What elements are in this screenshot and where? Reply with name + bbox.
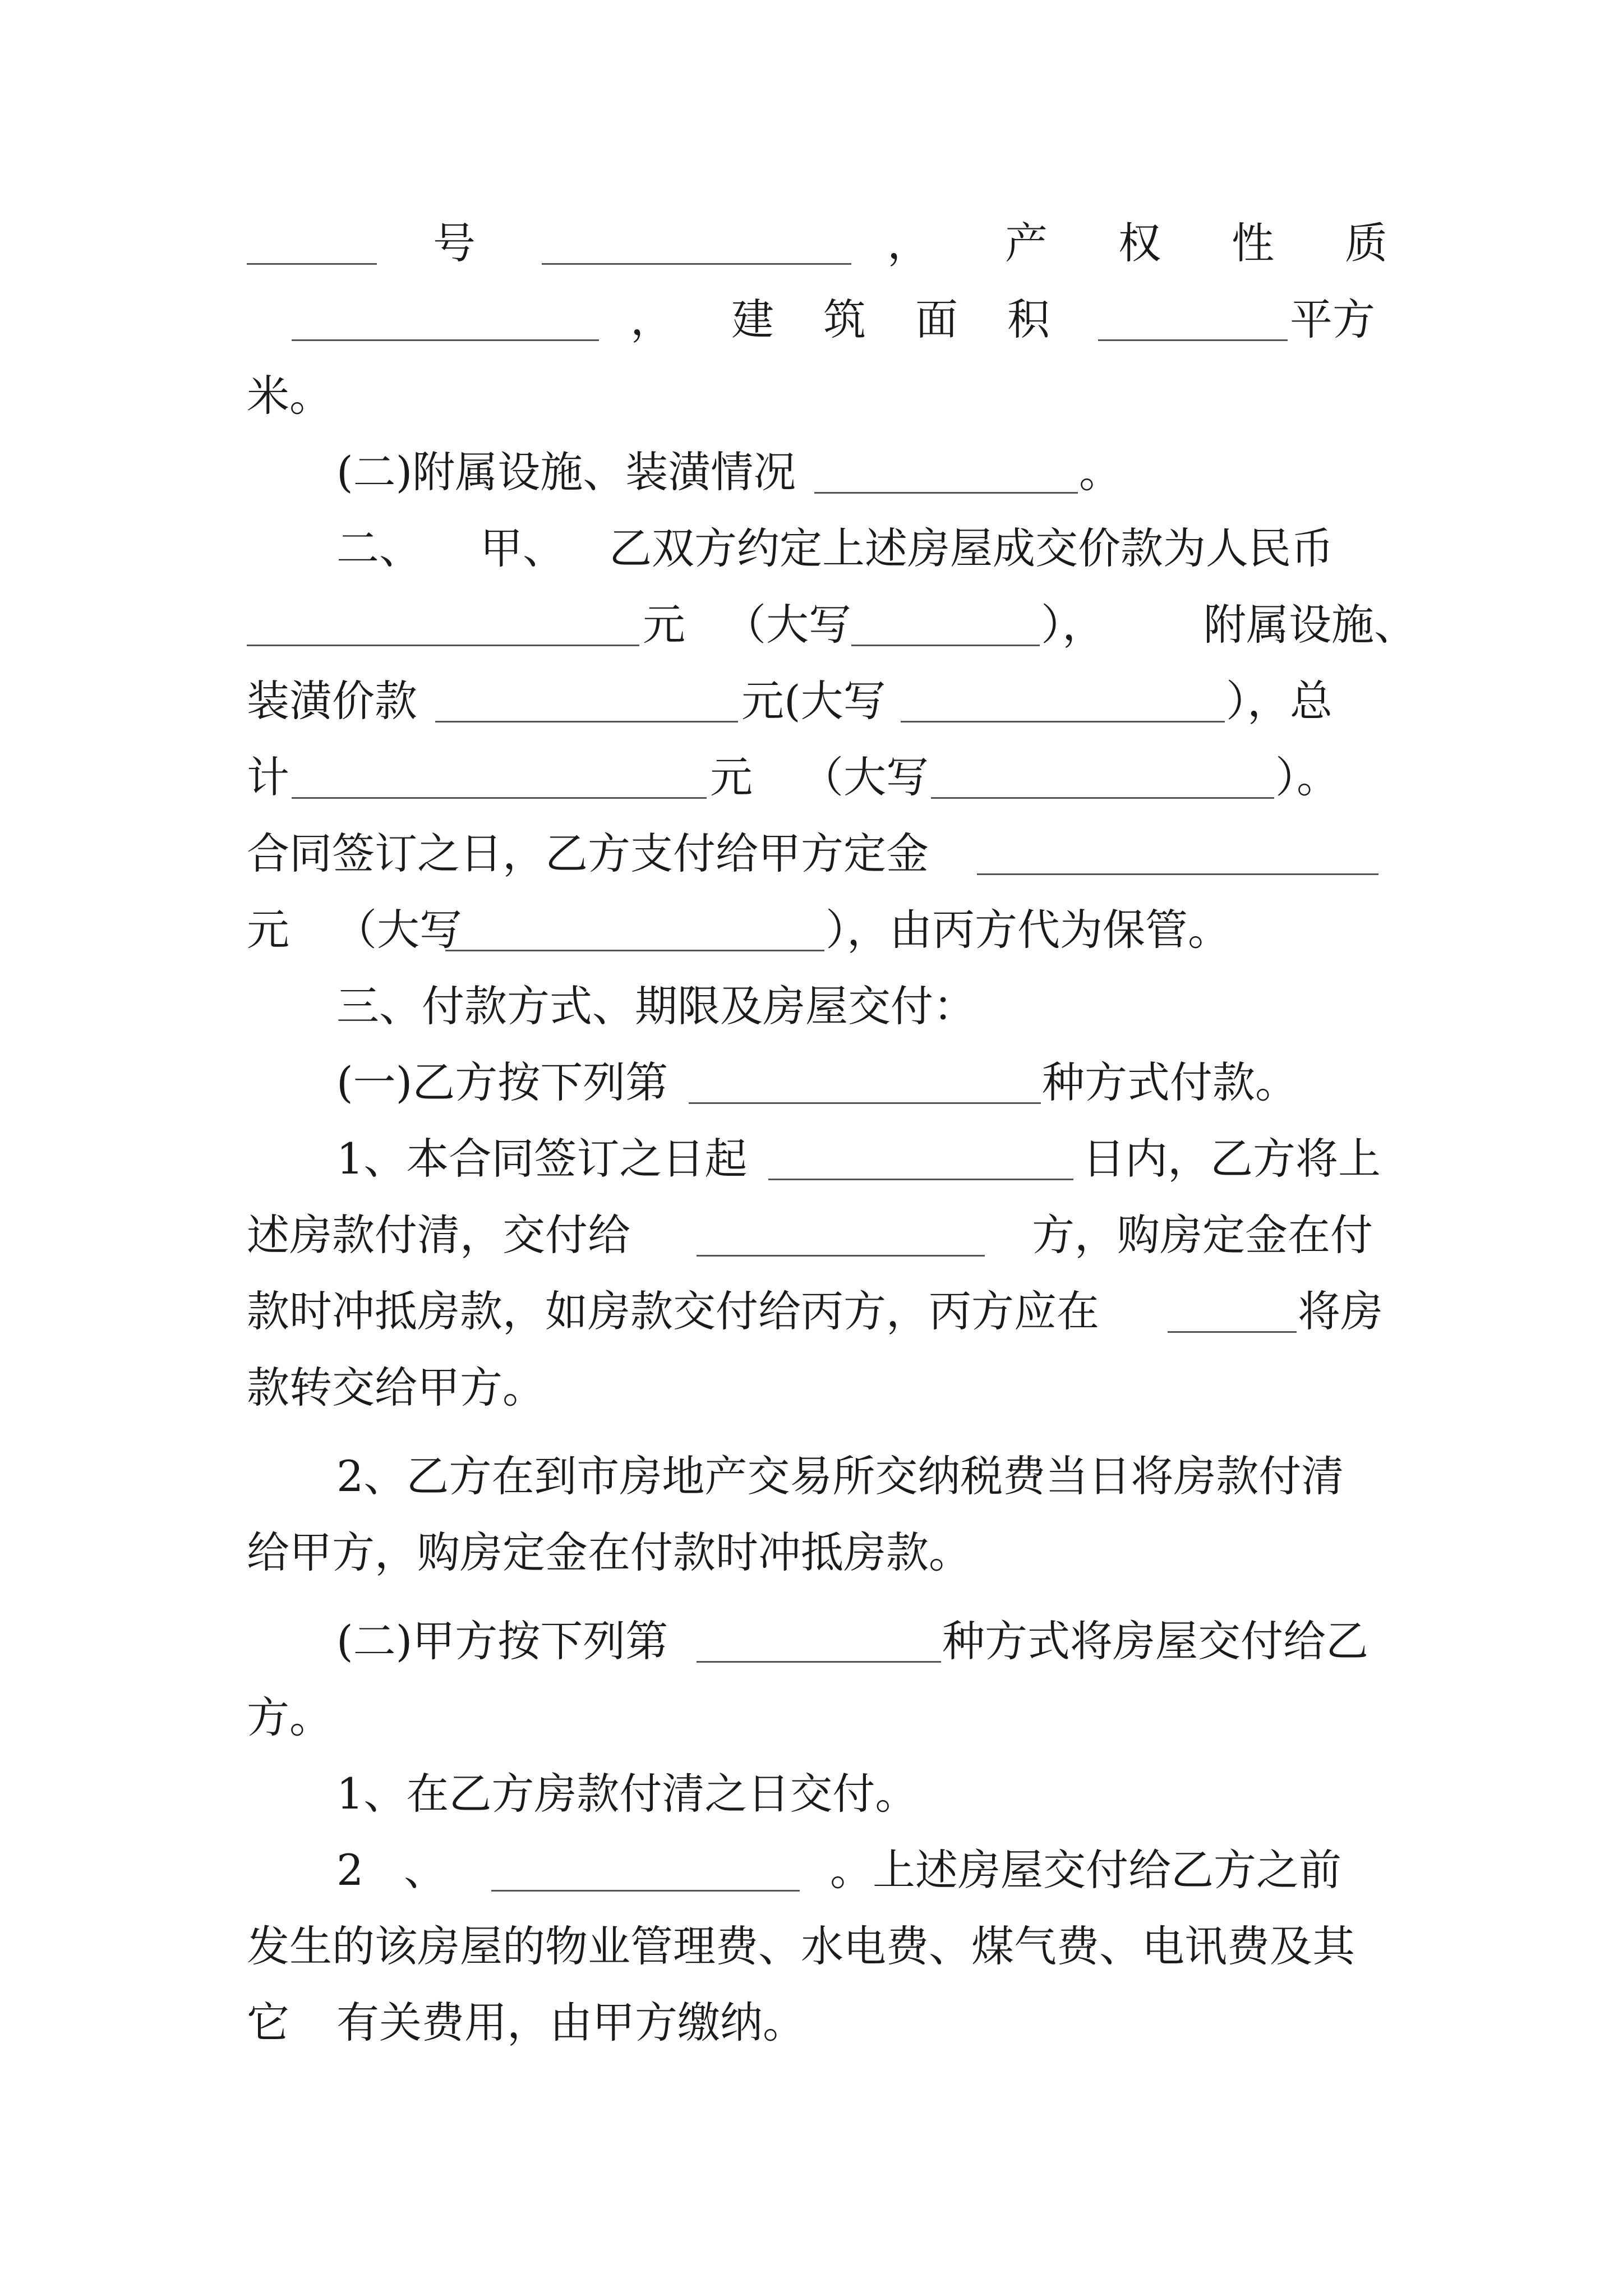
text: ），总 [1226,676,1332,726]
blank-field[interactable] [435,721,738,723]
blank-field[interactable] [851,645,1040,646]
text: ），由丙方代为保管。 [826,905,1230,955]
text: 装潢价款 [247,676,417,726]
text: ）， [1041,600,1105,650]
blank-field[interactable] [977,873,1378,875]
text: 。 [1079,447,1122,497]
text: 2 [336,1845,364,1895]
blank-field[interactable] [247,263,377,265]
text: 号 [433,218,476,268]
text: 附属设施、 [1204,600,1417,650]
text: 元(大写 [741,676,886,726]
blank-field[interactable] [931,797,1274,799]
text: 方。 [247,1692,332,1742]
text: 元 [643,600,685,650]
text: 、 [404,1845,446,1895]
text: （大写 [334,905,462,955]
text: 计 [247,752,289,802]
blank-field[interactable] [542,263,851,265]
blank-field[interactable] [697,1255,985,1257]
text: 积 [1007,295,1050,344]
text: 平方 [1290,295,1375,344]
text: 有关费用，由甲方缴纳。 [336,1998,805,2047]
text: ， [630,295,673,344]
text: 产 [1005,218,1048,268]
blank-field[interactable] [445,950,824,951]
blank-field[interactable] [768,1179,1073,1180]
text: 日内，乙方将上 [1082,1134,1381,1184]
text: 二、 [336,523,422,573]
text: (二)附属设施、装潢情况 [336,447,796,497]
text: 1、本合同签订之日起 [336,1134,748,1184]
text: 它 [247,1998,289,2047]
text: 2、乙方在到市房地产交易所交纳税费当日将房款付清 [336,1451,1344,1501]
text: 米。 [247,371,332,421]
blank-field[interactable] [247,645,639,646]
text: ， [887,218,930,268]
text: 质 [1345,218,1387,268]
blank-field[interactable] [901,721,1225,723]
blank-field[interactable] [1098,339,1288,341]
text: 1、在乙方房款付清之日交付。 [336,1769,918,1819]
text: 元 [247,905,289,955]
blank-field[interactable] [697,1661,941,1663]
blank-field[interactable] [689,1102,1041,1104]
text: （大写 [723,600,851,650]
text: 权 [1118,218,1161,268]
text: （大写 [801,752,929,802]
text: ）。 [1275,752,1339,802]
text: 方，购房定金在付 [1032,1210,1373,1260]
text: 乙双方约定上述房屋成交价款为人民币 [609,523,1334,573]
text: 给甲方，购房定金在付款时冲抵房款。 [247,1527,971,1577]
blank-field[interactable] [814,492,1078,494]
text: 将房 [1298,1286,1383,1336]
text: 面 [915,295,958,344]
text: (二)甲方按下列第 [336,1616,668,1666]
text: 款转交给甲方。 [247,1363,545,1412]
text: 合同签订之日，乙方支付给甲方定金 [247,829,929,878]
blank-field[interactable] [292,797,707,799]
text: 三、付款方式、期限及房屋交付： [336,981,976,1031]
text: 。上述房屋交付给乙方之前 [830,1845,1341,1895]
text: (一)乙方按下列第 [336,1057,668,1107]
text: 元 [710,752,753,802]
text: 述房款付清，交付给 [247,1210,630,1260]
text: 性 [1232,218,1274,268]
text: 款时冲抵房款，如房款交付给丙方，丙方应在 [247,1286,1099,1336]
text: 种方式付款。 [1042,1057,1298,1107]
blank-field[interactable] [1168,1331,1297,1333]
blank-field[interactable] [292,339,599,341]
text: 发生的该房屋的物业管理费、水电费、煤气费、电讯费及其 [247,1921,1355,1971]
text: 筑 [823,295,866,344]
blank-field[interactable] [491,1890,800,1892]
text: 甲、 [480,523,565,573]
text: 建 [731,295,774,344]
text: 种方式将房屋交付给乙 [942,1616,1368,1666]
